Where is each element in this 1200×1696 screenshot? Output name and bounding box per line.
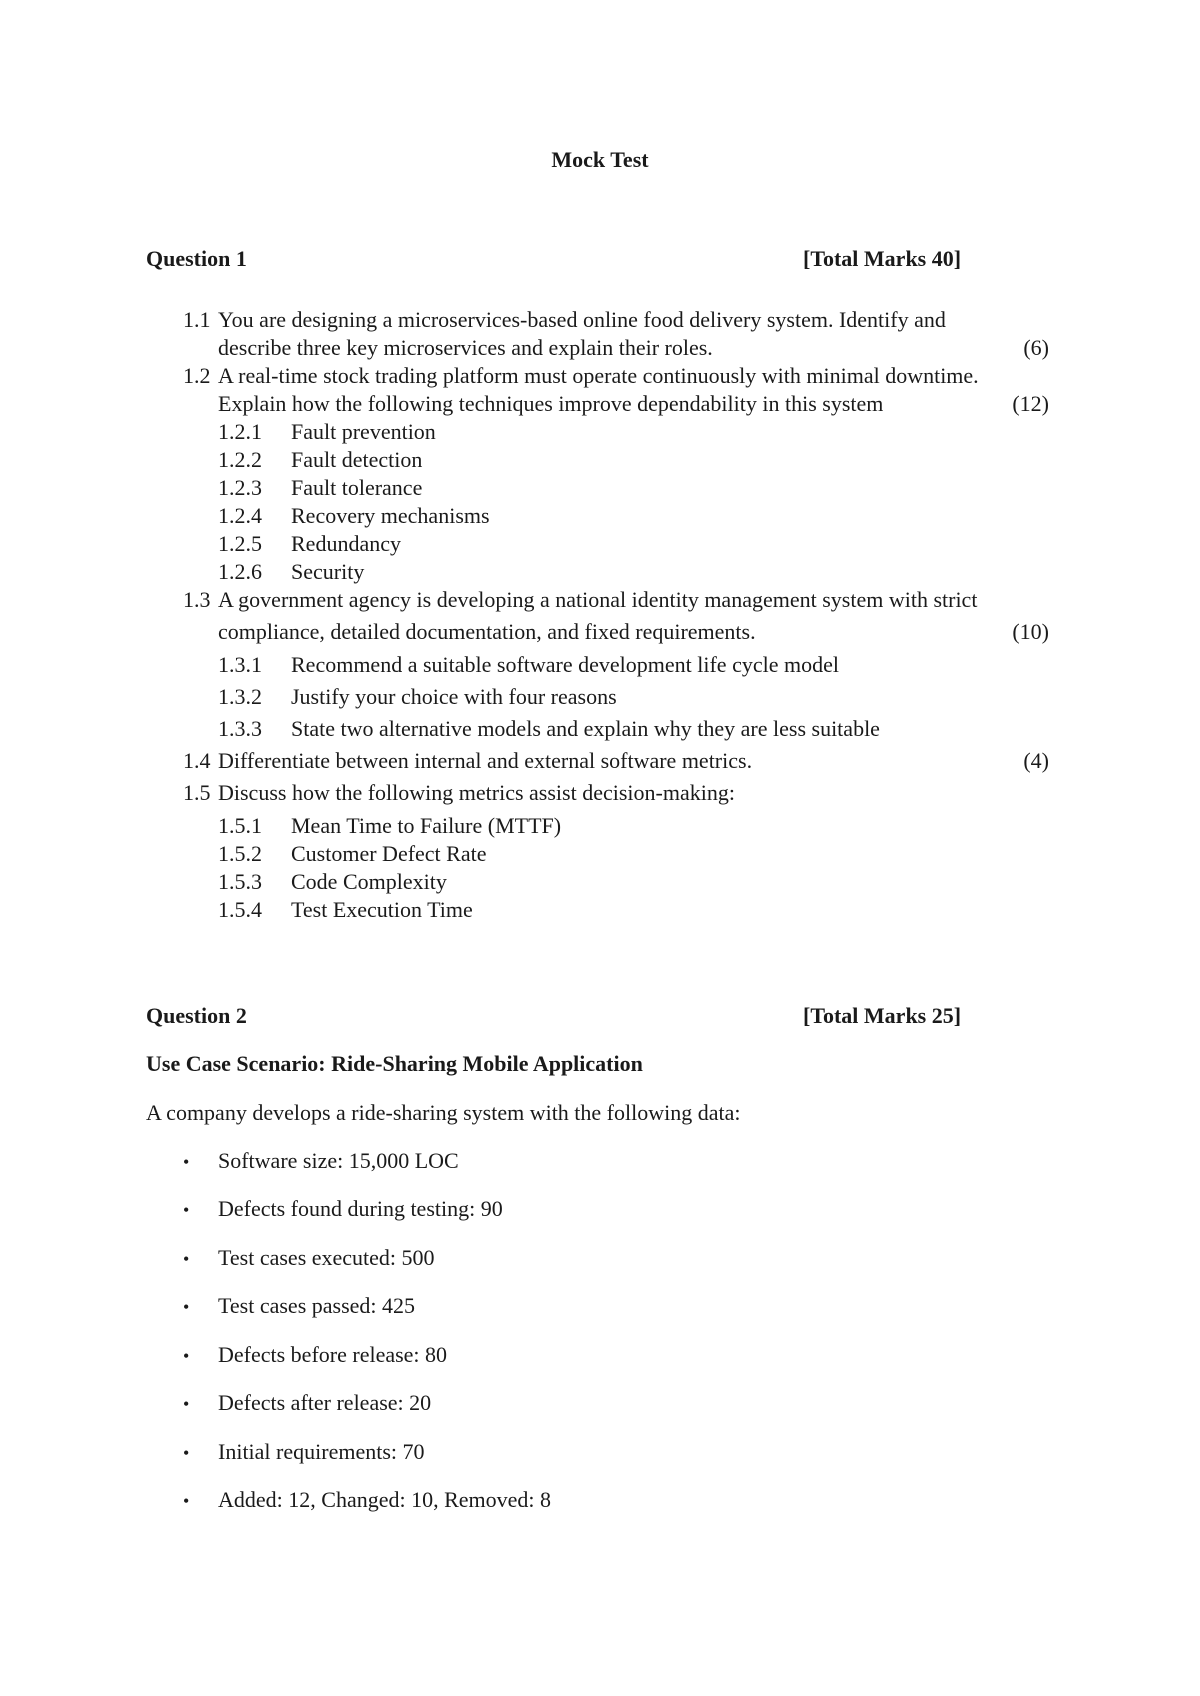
question-2-total-marks: [Total Marks 25] — [803, 1003, 962, 1028]
q1-2-2-number: 1.2.2 — [218, 447, 262, 472]
q1-2-marks: (12) — [1012, 391, 1049, 416]
q1-2-1-number: 1.2.1 — [218, 419, 262, 444]
bullet-marker: • — [183, 1200, 190, 1220]
q1-5-4-text: Test Execution Time — [291, 897, 473, 922]
bullet-marker: • — [183, 1249, 190, 1269]
q1-2-6-text: Security — [291, 559, 365, 584]
q1-2-4-text: Recovery mechanisms — [291, 503, 490, 528]
bullet-defects-testing: Defects found during testing: 90 — [218, 1196, 503, 1221]
question-2-heading: Question 2 — [146, 1003, 247, 1028]
q1-5-2-text: Customer Defect Rate — [291, 841, 487, 866]
q1-2-3-number: 1.2.3 — [218, 475, 262, 500]
bullet-marker: • — [183, 1443, 190, 1463]
bullet-marker: • — [183, 1394, 190, 1414]
q1-1-text-line1: You are designing a microservices-based online food delivery system. Identify and — [218, 307, 946, 332]
q1-5-4-number: 1.5.4 — [218, 897, 262, 922]
bullet-marker: • — [183, 1491, 190, 1511]
q1-3-3-number: 1.3.3 — [218, 716, 262, 741]
question-1-total-marks: [Total Marks 40] — [803, 246, 962, 271]
bullet-tests-passed: Test cases passed: 425 — [218, 1293, 416, 1318]
q1-3-1-number: 1.3.1 — [218, 652, 262, 677]
q1-1-marks: (6) — [1023, 335, 1049, 360]
q1-1-number: 1.1 — [183, 307, 211, 332]
question-1-heading: Question 1 — [146, 246, 247, 271]
bullet-defects-after: Defects after release: 20 — [218, 1390, 432, 1415]
bullet-marker: • — [183, 1297, 190, 1317]
q1-2-text-line2: Explain how the following techniques improve dependability in this system — [218, 391, 884, 416]
scenario-intro: A company develops a ride-sharing system with the following data: — [146, 1100, 741, 1125]
bullet-software-size: Software size: 15,000 LOC — [218, 1148, 459, 1173]
bullet-marker: • — [183, 1152, 190, 1172]
q1-1-text-line2: describe three key microservices and explain their roles. — [218, 335, 713, 360]
q1-5-1-text: Mean Time to Failure (MTTF) — [291, 813, 562, 838]
q1-2-4-number: 1.2.4 — [218, 503, 262, 528]
q1-2-number: 1.2 — [183, 363, 211, 388]
q1-5-1-number: 1.5.1 — [218, 813, 262, 838]
q1-5-3-number: 1.5.3 — [218, 869, 262, 894]
page-title: Mock Test — [551, 147, 649, 172]
q1-4-text: Differentiate between internal and external software metrics. — [218, 748, 753, 773]
q1-4-number: 1.4 — [183, 748, 211, 773]
q1-2-2-text: Fault detection — [291, 447, 423, 472]
q1-3-text-line1: A government agency is developing a national identity management system with strict — [218, 587, 978, 612]
bullet-marker: • — [183, 1346, 190, 1366]
q1-5-text: Discuss how the following metrics assist decision-making: — [218, 780, 735, 805]
q1-3-marks: (10) — [1012, 619, 1049, 644]
q1-2-1-text: Fault prevention — [291, 419, 436, 444]
q1-5-3-text: Code Complexity — [291, 869, 447, 894]
q1-3-1-text: Recommend a suitable software development life cycle model — [291, 652, 839, 677]
q1-2-6-number: 1.2.6 — [218, 559, 262, 584]
q1-2-5-text: Redundancy — [291, 531, 401, 556]
bullet-initial-requirements: Initial requirements: 70 — [218, 1439, 425, 1464]
bullet-requirement-changes: Added: 12, Changed: 10, Removed: 8 — [218, 1487, 552, 1512]
q1-2-text-line1: A real-time stock trading platform must operate continuously with minimal downtime. — [218, 363, 979, 388]
q1-3-number: 1.3 — [183, 587, 211, 612]
q1-3-2-text: Justify your choice with four reasons — [291, 684, 617, 709]
q1-3-2-number: 1.3.2 — [218, 684, 262, 709]
q1-5-2-number: 1.5.2 — [218, 841, 262, 866]
bullet-tests-executed: Test cases executed: 500 — [218, 1245, 435, 1270]
q1-2-5-number: 1.2.5 — [218, 531, 262, 556]
bullet-defects-before: Defects before release: 80 — [218, 1342, 448, 1367]
scenario-heading: Use Case Scenario: Ride-Sharing Mobile Application — [146, 1051, 643, 1076]
q1-3-3-text: State two alternative models and explain why they are less suitable — [291, 716, 880, 741]
q1-5-number: 1.5 — [183, 780, 211, 805]
q1-2-3-text: Fault tolerance — [291, 475, 423, 500]
q1-3-text-line2: compliance, detailed documentation, and fixed requirements. — [218, 619, 756, 644]
q1-4-marks: (4) — [1023, 748, 1049, 773]
